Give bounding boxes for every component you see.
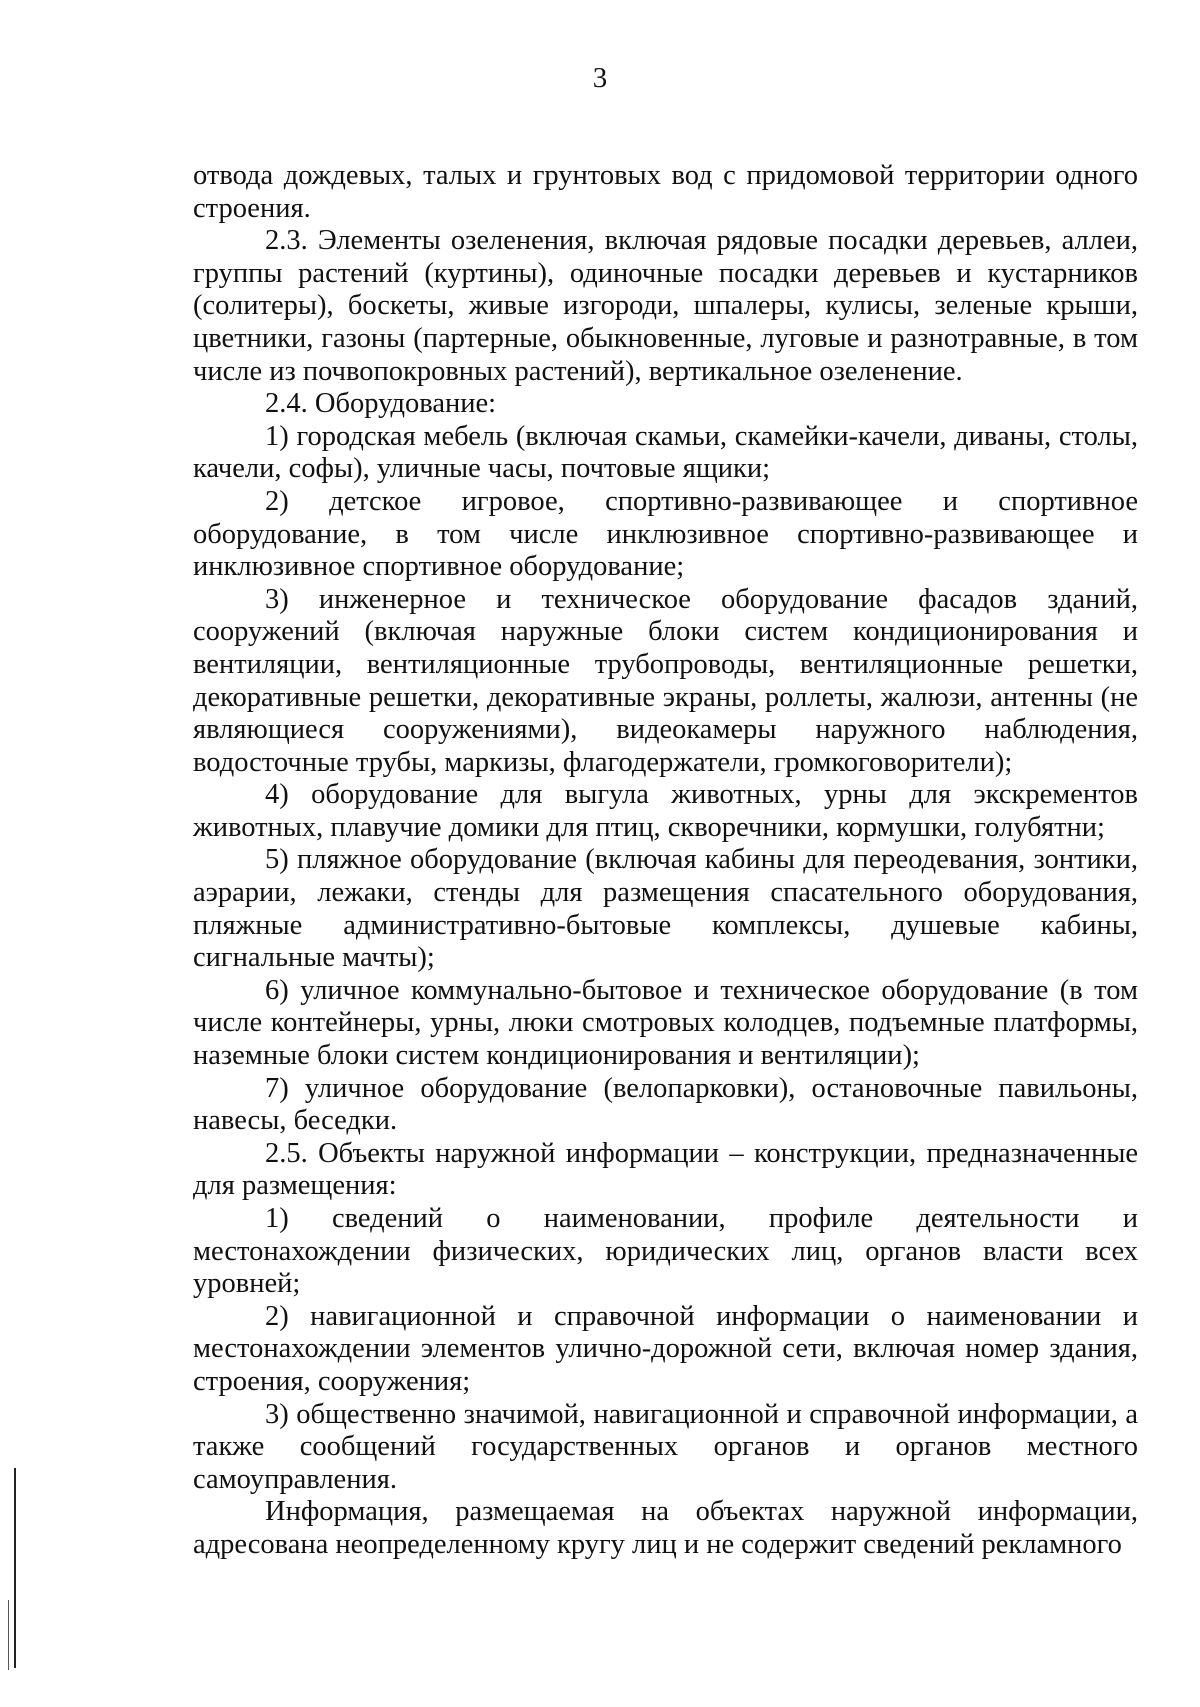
list-item-equipment-6: 6) уличное коммунально-бытовое и техническое оборудование (в том числе контейнеры, урны, люки смотровых колодцев, подъемные платформы, наземные блоки систем кондиционирования и вентиляции); xyxy=(193,974,1138,1072)
scan-margin-line xyxy=(14,1468,16,1668)
list-item-info-1: 1) сведений о наименовании, профиле деятельности и местонахождении физических, юридических лиц, органов власти всех уровней; xyxy=(193,1203,1138,1300)
paragraph-2-5: 2.5. Объекты наружной информации – конструкции, предназначенные для размещения: xyxy=(193,1137,1138,1202)
page-number: 3 xyxy=(592,62,608,94)
list-item-info-2: 2) навигационной и справочной информации о наименовании и местонахождении элементов улично-дорожной сети, включая номер здания, строения, сооружения; xyxy=(193,1300,1138,1397)
list-item-info-3: 3) общественно значимой, навигационной и справочной информации, а также сообщений государственных органов и органов местного самоуправления. xyxy=(193,1398,1138,1495)
paragraph-continuation: отвода дождевых, талых и грунтовых вод с придомовой территории одного строения. xyxy=(193,160,1138,224)
list-item-equipment-1: 1) городская мебель (включая скамьи, скамейки-качели, диваны, столы, качели, софы), уличные часы, почтовые ящики; xyxy=(193,420,1138,485)
paragraph-2-3: 2.3. Элементы озеленения, включая рядовые посадки деревьев, аллеи, группы растений (куртины), одиночные посадки деревьев и кустарников (солитеры), боскеты, живые изгороди, шпалеры, кулисы, зеленые крыши, цветники, газоны (партерные, обыкновенные, луговые и разнотравные, в том числе из почвопокровных растений), вертикальное озеленение. xyxy=(193,225,1138,387)
scan-margin-line-secondary xyxy=(8,1600,9,1670)
document-body xyxy=(193,160,1138,1562)
list-item-equipment-3: 3) инженерное и техническое оборудование фасадов зданий, сооружений (включая наружные блоки систем кондиционирования и вентиляции, вентиляционные трубопроводы, вентиляционные решетки, декоративные решетки, декоративные экраны, роллеты, жалюзи, антенны (не являющиеся сооружениями), видеокамеры наружного наблюдения, водосточные трубы, маркизы, флагодержатели, громкоговорители); xyxy=(193,583,1138,778)
list-item-equipment-4: 4) оборудование для выгула животных, урны для экскрементов животных, плавучие домики для птиц, скворечники, кормушки, голубятни; xyxy=(193,779,1138,843)
list-item-equipment-7: 7) уличное оборудование (велопарковки), остановочные павильоны, навесы, беседки. xyxy=(193,1072,1138,1137)
list-item-equipment-5: 5) пляжное оборудование (включая кабины для переодевания, зонтики, аэрарии, лежаки, стенды для размещения спасательного оборудования, пляжные административно-бытовые комплексы, душевые кабины, сигнальные мачты); xyxy=(193,844,1138,974)
paragraph-information: Информация, размещаемая на объектах наружной информации, адресована неопределенному кругу лиц и не содержит сведений рекламного xyxy=(193,1496,1138,1560)
list-item-equipment-2: 2) детское игровое, спортивно-развивающее и спортивное оборудование, в том числе инклюзивное спортивно-развивающее и инклюзивное спортивное оборудование; xyxy=(193,485,1138,583)
paragraph-2-4: 2.4. Оборудование: xyxy=(265,388,497,420)
